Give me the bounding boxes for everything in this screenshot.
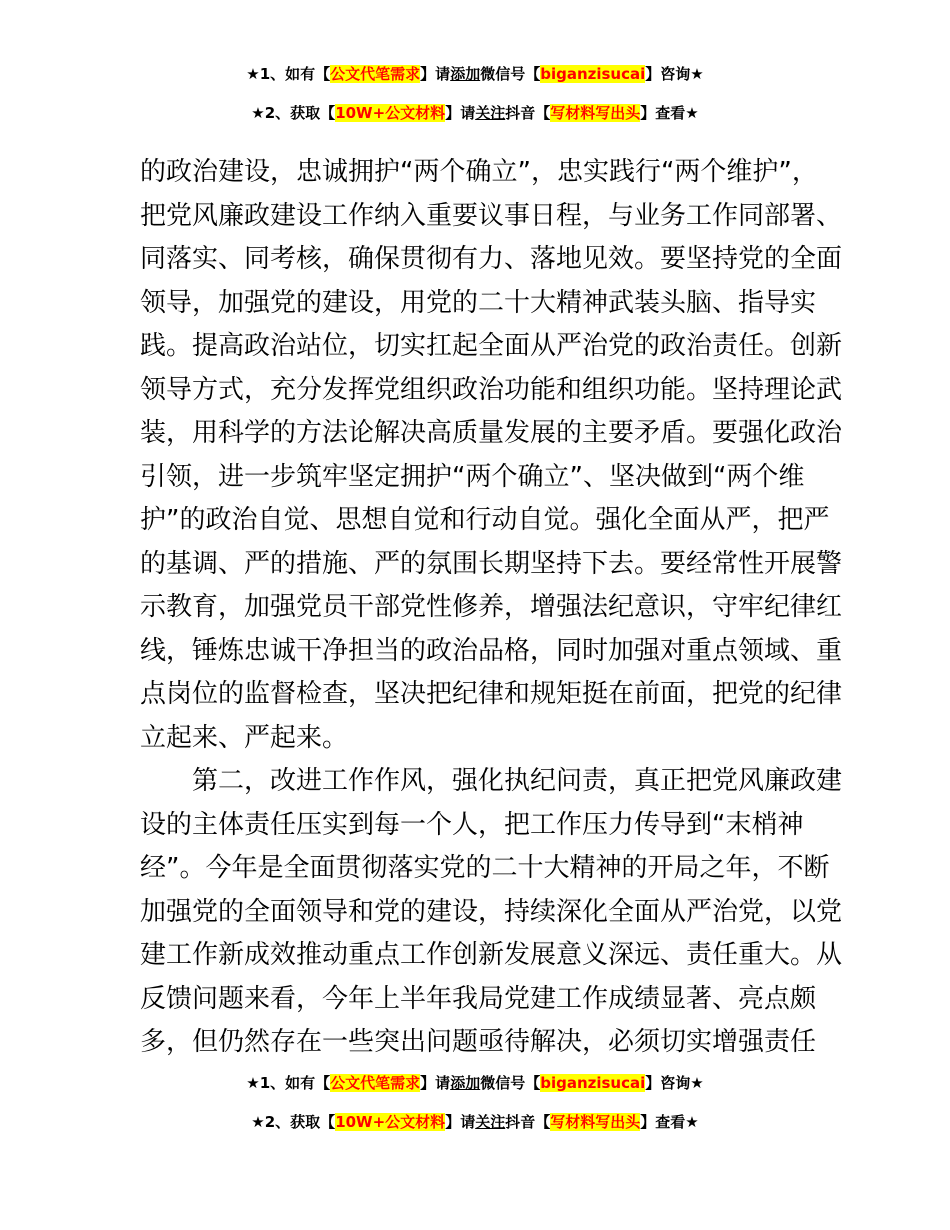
banner-text: ★1、如有【 bbox=[246, 65, 331, 83]
text-line: 多，但仍然存在一些突出问题亟待解决，必须切实增强责任 bbox=[140, 1027, 817, 1057]
banner-text: 】请 bbox=[420, 65, 451, 83]
text-line: 经”。今年是全面贯彻落实党的二十大精神的开局之年，不断 bbox=[140, 853, 830, 883]
banner-text: 抖音【 bbox=[505, 104, 551, 122]
banner-text: 微信号【 bbox=[480, 65, 541, 83]
emphasis-text: 关注 bbox=[475, 104, 506, 122]
banner-text: 抖音【 bbox=[505, 1113, 551, 1131]
text-line: 的政治建设，忠诚拥护“两个确立”，忠实践行“两个维护”， bbox=[140, 157, 818, 187]
text-line: 引领，进一步筑牢坚定拥护“两个确立”、坚决做到“两个维 bbox=[140, 461, 805, 492]
banner-line-1 bbox=[0, 1073, 950, 1093]
document-body bbox=[140, 151, 843, 1065]
text-line: 设的主体责任压实到每一个人，把工作压力传导到“末梢神 bbox=[140, 809, 804, 840]
text-line: 加强党的全面领导和党的建设，持续深化全面从严治党，以党 bbox=[140, 896, 843, 927]
banner-text: 】咨询★ bbox=[645, 65, 704, 83]
footer-banner bbox=[0, 1073, 950, 1132]
emphasis-text: 关注 bbox=[475, 1113, 506, 1131]
banner-text: 】请 bbox=[445, 104, 476, 122]
wechat-id: biganzisucai bbox=[540, 1074, 646, 1092]
paragraph-1 bbox=[140, 151, 843, 760]
text-line: 立起来、严起来。 bbox=[140, 722, 349, 753]
banner-line-2 bbox=[0, 103, 950, 123]
banner-text: ★1、如有【 bbox=[246, 1074, 331, 1092]
douyin-account: 写材料写出头 bbox=[550, 1113, 641, 1131]
highlight-tag: 公文代笔需求 bbox=[330, 65, 421, 83]
text-line: 把党风廉政建设工作纳入重要议事日程，与业务工作同部署、 bbox=[140, 200, 843, 231]
banner-line-2 bbox=[0, 1112, 950, 1132]
paragraph-2 bbox=[140, 760, 843, 1065]
text-line: 的基调、严的措施、严的氛围长期坚持下去。要经常性开展警 bbox=[140, 548, 843, 579]
highlight-tag: 10W+公文材料 bbox=[335, 104, 446, 122]
text-line: 同落实、同考核，确保贯彻有力、落地见效。要坚持党的全面 bbox=[140, 244, 843, 274]
wechat-id: biganzisucai bbox=[540, 65, 646, 83]
text-line: 领导方式，充分发挥党组织政治功能和组织功能。坚持理论武 bbox=[140, 374, 843, 405]
text-line: 领导，加强党的建设，用党的二十大精神武装头脑、指导实 bbox=[140, 287, 817, 318]
header-banner bbox=[0, 64, 950, 123]
banner-line-1 bbox=[0, 64, 950, 84]
banner-text: 】请 bbox=[420, 1074, 451, 1092]
emphasis-text: 添加 bbox=[450, 1074, 481, 1092]
banner-text: 】请 bbox=[445, 1113, 476, 1131]
banner-text: ★2、获取【 bbox=[251, 104, 336, 122]
banner-text: 】查看★ bbox=[640, 104, 699, 122]
text-line: 示教育，加强党员干部党性修养，增强法纪意识，守牢纪律红 bbox=[140, 592, 843, 622]
banner-text: ★2、获取【 bbox=[251, 1113, 336, 1131]
highlight-tag: 公文代笔需求 bbox=[330, 1074, 421, 1092]
highlight-tag: 10W+公文材料 bbox=[335, 1113, 446, 1131]
text-line: 点岗位的监督检查，坚决把纪律和规矩挺在前面，把党的纪律 bbox=[140, 679, 843, 709]
text-line: 践。提高政治站位，切实扛起全面从严治党的政治责任。创新 bbox=[140, 331, 843, 361]
text-line: 护”的政治自觉、思想自觉和行动自觉。强化全面从严，把严 bbox=[140, 505, 830, 535]
banner-text: 】咨询★ bbox=[645, 1074, 704, 1092]
banner-text: 】查看★ bbox=[640, 1113, 699, 1131]
text-line: 装，用科学的方法论解决高质量发展的主要矛盾。要强化政治 bbox=[140, 418, 843, 448]
emphasis-text: 添加 bbox=[450, 65, 481, 83]
text-line: 线，锤炼忠诚干净担当的政治品格，同时加强对重点领域、重 bbox=[140, 635, 843, 666]
banner-text: 微信号【 bbox=[480, 1074, 541, 1092]
text-line: 建工作新成效推动重点工作创新发展意义深远、责任重大。从 bbox=[140, 940, 843, 970]
douyin-account: 写材料写出头 bbox=[550, 104, 641, 122]
text-line: 第二，改进工作作风，强化执纪问责，真正把党风廉政建 bbox=[192, 766, 843, 796]
text-line: 反馈问题来看，今年上半年我局党建工作成绩显著、亮点颇 bbox=[140, 983, 817, 1014]
